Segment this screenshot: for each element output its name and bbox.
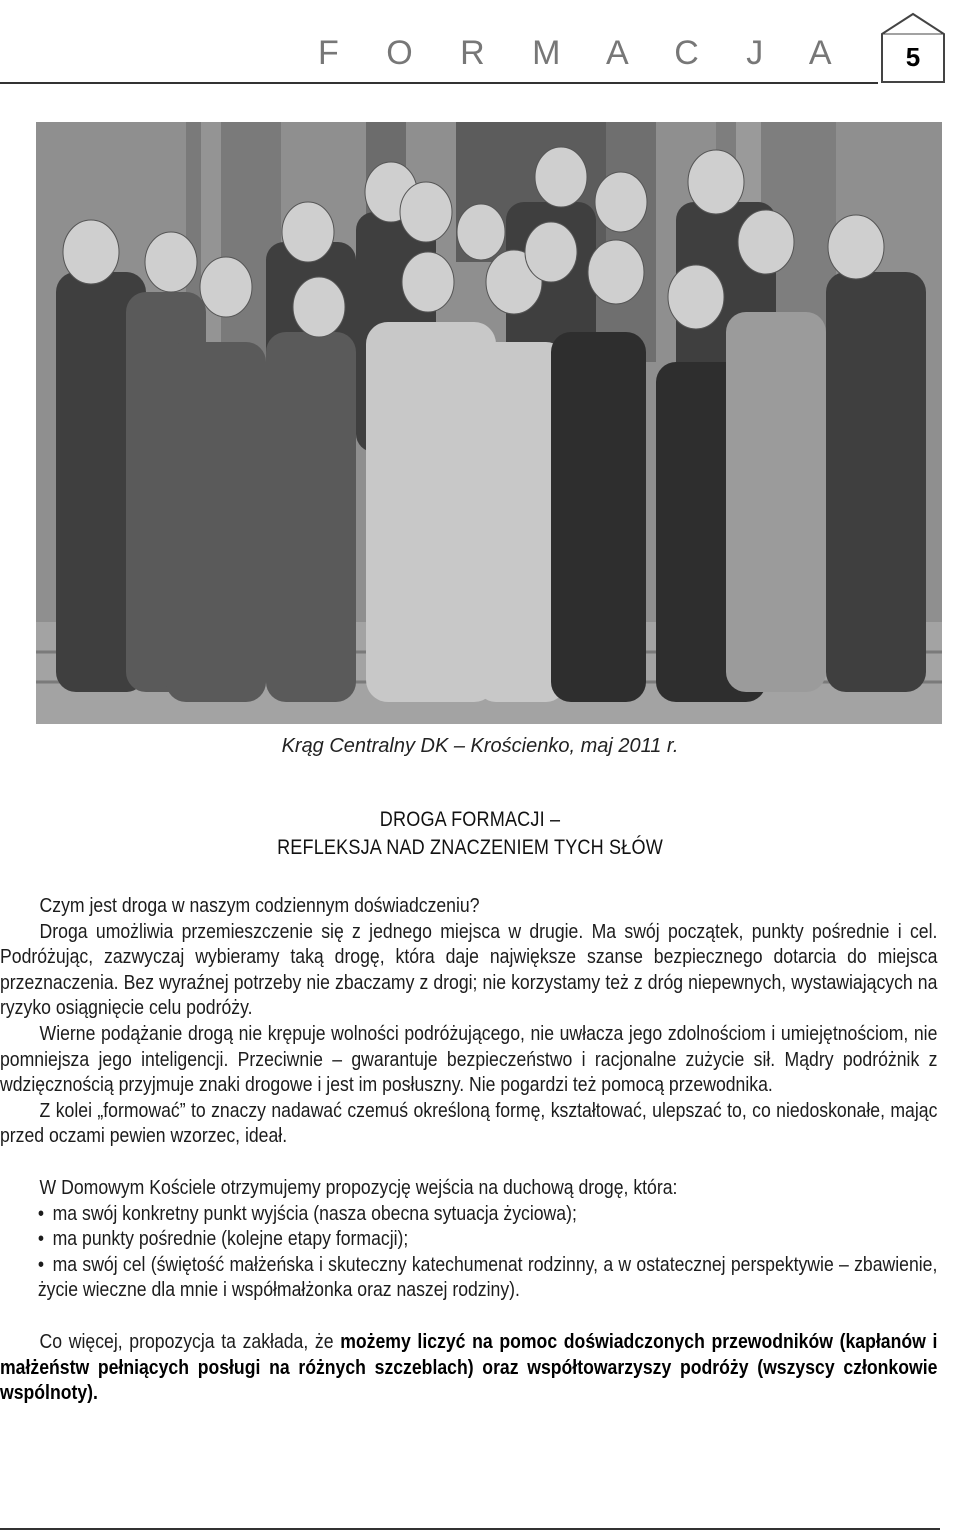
- paragraph-1: Droga umożliwia przemieszczenie się z jednego miejsca w drugie. Ma swój początek, punkty pośrednie i cel. Podróżując, zazwyczaj wybieramy taką drogę, która daje największe szanse bezpiecznego dotarcia do miejsca przeznaczenia. Bez wyraźnej potrzeby nie zbaczamy z drogi; nie korzystamy też z dróg niepewnych, wystawiających na ryzyko osiągnięcie celu podróży.: [0, 919, 938, 1020]
- header-rule: [0, 82, 878, 84]
- paragraph-2: Wierne podążanie drogą nie krępuje wolności podróżującego, nie uwłacza jego zdolnościom i umiejętnościom, nie pomniejsza jego inteligencji. Przeciwnie – gwarantuje bezpieczeństwo i racjonalne zużycie sił. Mądry podróżnik z wdzięcznością przyjmuje znaki drogowe i jest im posłuszny. Nie pogardzi też pomocą przewodnika.: [0, 1021, 938, 1097]
- paragraph-4-intro: W Domowym Kościele otrzymujemy propozycję wejścia na duchową drogę, która:: [39, 1175, 678, 1199]
- footer-rule: [0, 1528, 940, 1530]
- photo-caption: Krąg Centralny DK – Krościenko, maj 2011 r.: [281, 735, 679, 757]
- section-title: F O R M A C J A: [318, 34, 851, 72]
- article-title-line-1: DROGA FORMACJI –: [379, 808, 561, 831]
- page-number: 5: [905, 42, 921, 72]
- paragraph-question: Czym jest droga w naszym codziennym doświadczeniu?: [39, 894, 480, 917]
- group-photo-drawing: [36, 122, 942, 724]
- list-item: • ma punkty pośrednie (kolejne etapy formacji);: [0, 1226, 937, 1252]
- paragraph-5-text: Co więcej, propozycja ta zakłada, że: [39, 1329, 341, 1353]
- article-body: [0, 893, 937, 1406]
- article-title: [66, 806, 874, 862]
- list-item: • ma swój konkretny punkt wyjścia (nasza obecna sytuacja życiowa);: [0, 1201, 937, 1227]
- article-title-line-2: REFLEKSJA NAD ZNACZENIEM TYCH SŁÓW: [277, 836, 663, 859]
- paragraph-3: Z kolei „formować” to znaczy nadawać czemuś określoną formę, kształtować, ulepszać to, co niedoskonałe, mając przed oczami pewien wzorzec, ideał.: [0, 1098, 938, 1148]
- list-item: • ma swój cel (świętość małżeńska i skuteczny katechumenat rodzinny, a w ostatecznej perspektywie – zbawienie, życie wieczne dla mnie i współmałżonka oraz naszej rodziny).: [0, 1252, 937, 1303]
- paragraph-5-emphasis: możemy liczyć na pomoc doświadczonych przewodników (kapłanów i małżeństw pełniących posługi na różnych szczeblach) oraz współtowarzyszy podróży (wszyscy członkowie wspólnoty).: [0, 1329, 938, 1405]
- paragraph-5: [0, 1329, 937, 1406]
- group-photo: [36, 122, 942, 724]
